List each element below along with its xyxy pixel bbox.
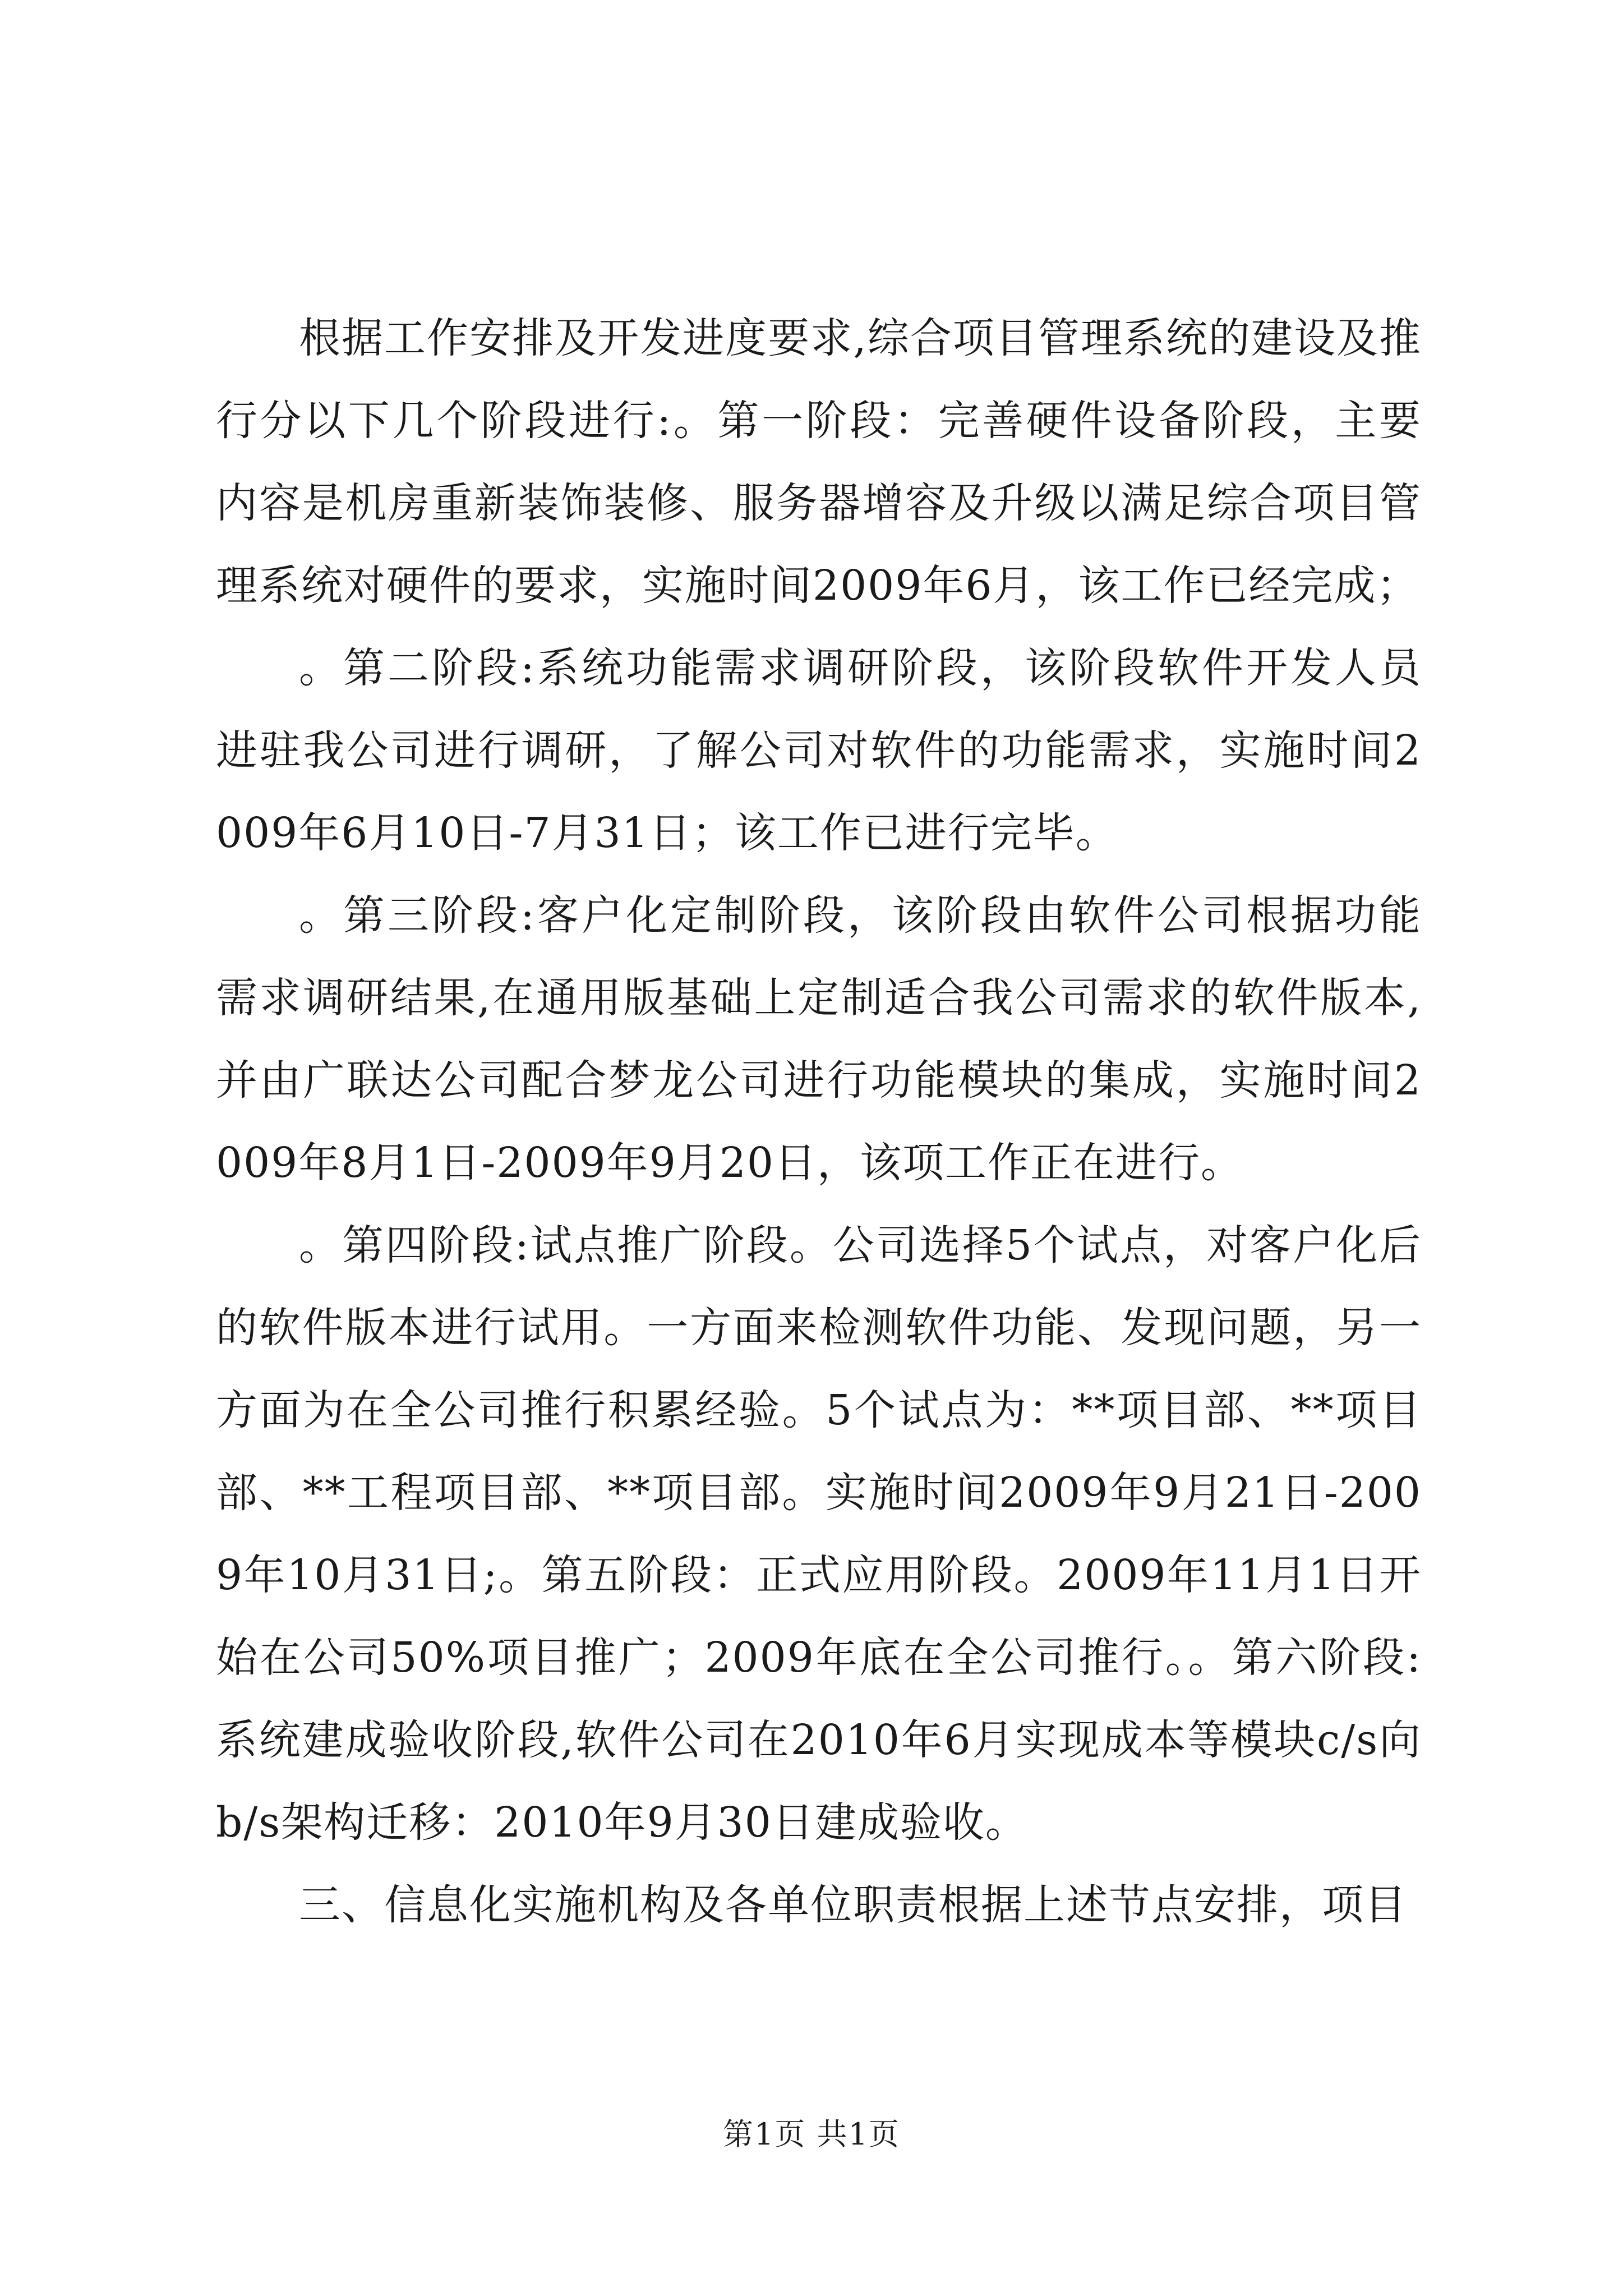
paragraph-phase-three: 。第三阶段:客户化定制阶段，该阶段由软件公司根据功能需求调研结果,在通用版基础上定制适合我公司需求的软件版本,并由广联达公司配合梦龙公司进行功能模块的集成，实施时间2009年8月1日-2009年9月20日，该项工作正在进行。 bbox=[216, 891, 1422, 1187]
paragraph-phase-four-to-six: 。第四阶段:试点推广阶段。公司选择5个试点，对客户化后的软件版本进行试用。一方面来检测软件功能、发现问题，另一方面为在全公司推行积累经验。5个试点为：**项目部、**项目部、**工程项目部、**项目部。实施时间2009年9月21日-2009年10月31日;。第五阶段：正式应用阶段。2009年11月1日开始在公司50%项目推广；2009年底在全公司推行。。第六阶段:系统建成验收阶段,软件公司在2010年6月实现成本等模块c/s向b/s架构迁移：2010年9月30日建成验收。 bbox=[216, 1221, 1422, 1847]
page-footer: 第1页 共1页 bbox=[723, 2116, 900, 2152]
paragraph-section-three: 三、信息化实施机构及各单位职责根据上述节点安排，项目 bbox=[299, 1881, 1407, 1929]
paragraph-phase-one: 根据工作安排及开发进度要求,综合项目管理系统的建设及推行分以下几个阶段进行:。第一阶段：完善硬件设备阶段，主要内容是机房重新装饰装修、服务器增容及升级以满足综合项目管理系统对硬件的要求，实施时间2009年6月，该工作已经完成； bbox=[216, 314, 1422, 610]
paragraph-phase-two: 。第二阶段:系统功能需求调研阶段，该阶段软件开发人员进驻我公司进行调研，了解公司对软件的功能需求，实施时间2009年6月10日-7月31日；该工作已进行完毕。 bbox=[216, 644, 1422, 857]
document-body bbox=[216, 297, 1422, 1947]
